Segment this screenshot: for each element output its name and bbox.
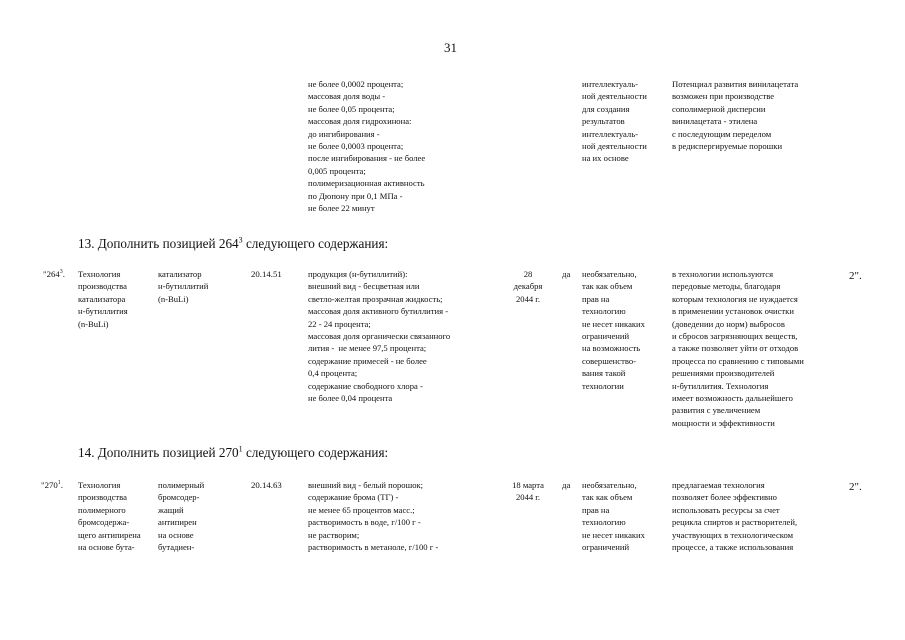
text-line: 18 марта (512, 480, 544, 490)
text-line: не более 0,05 процента; (308, 103, 395, 114)
row-264-potential (672, 268, 804, 429)
row-270-yes: да (562, 480, 571, 490)
text-line: катализатора (78, 293, 126, 304)
text-line: 2044 г. (515, 492, 541, 503)
text-line: возможен при производстве (672, 91, 775, 102)
text-line: содержание примесей - не более (308, 355, 427, 366)
page-number: 31 (444, 40, 457, 55)
text-line: лития - не менее 97,5 процента; (308, 343, 427, 354)
text-line: на возможность (582, 343, 641, 354)
text-line: 2044 г. (515, 293, 541, 304)
text-line: в редиспергируемые порошки (672, 141, 783, 152)
continuation-potential (672, 78, 798, 152)
text-line: не более 0,04 процента (308, 393, 393, 404)
text-line: (n-BuLi) (78, 318, 109, 329)
row-264-product (158, 268, 208, 305)
text-line: необязательно, (582, 269, 637, 279)
text-line: бутадиен- (158, 542, 195, 553)
text-line: н-бутиллития. Технология (672, 380, 769, 391)
text-line: не более 22 минут (308, 203, 375, 214)
row-264-yes: да (562, 269, 571, 279)
text-line: в применении установок очистки (672, 306, 794, 317)
text-line: (n-BuLi) (158, 293, 189, 304)
text-line: не растворим; (308, 529, 360, 540)
text-line: процессе, а также использования (672, 542, 794, 553)
text-line: Технология (78, 480, 121, 490)
row-270-potential (672, 479, 797, 553)
row-270-ip (582, 479, 645, 553)
text-line: а также позволяет уйти от отходов (672, 343, 799, 354)
text-line: на основе (158, 529, 194, 540)
row-264-end-mark: 2". (849, 270, 862, 282)
text-line: прав на (582, 293, 610, 304)
text-line: растворимость в метаноле, г/100 г - (308, 542, 439, 553)
row-264-date (500, 268, 556, 305)
row-264-technology (78, 268, 128, 330)
text-line: результатов (582, 116, 625, 127)
text-line: на их основе (582, 153, 629, 164)
text-line: продукция (н-бутиллитий): (308, 269, 408, 279)
text-line: не более 0,0002 процента; (308, 79, 404, 89)
text-line: так как объем (582, 492, 633, 503)
text-line: не несет никаких (582, 529, 645, 540)
text-line: использовать ресурсы за счет (672, 504, 780, 515)
text-line: после ингибирования - не более (308, 153, 426, 164)
text-line: катализатор (158, 269, 202, 279)
text-line: технологию (582, 517, 626, 528)
text-line: массовая доля активного бутиллития - (308, 306, 449, 317)
text-line: ной деятельности (582, 141, 647, 152)
text-line: производства (78, 281, 127, 292)
text-line: рецикла спиртов и растворителей, (672, 517, 798, 528)
text-line: (доведении до норм) выбросов (672, 318, 785, 329)
text-line: необязательно, (582, 480, 637, 490)
continuation-ip (582, 78, 647, 165)
text-line: 28 (523, 269, 533, 279)
text-line: технологию (582, 306, 626, 317)
text-line: решениями производителей (672, 368, 775, 379)
section-13-heading: 13. Дополнить позицией $264^3$ следующего содержания: (78, 235, 389, 251)
text-line: массовая доля воды - (308, 91, 386, 102)
text-line: которым технология не нуждается (672, 293, 798, 304)
text-line: предлагаемая технология (672, 480, 765, 490)
text-line: интеллектуаль- (582, 128, 639, 139)
text-line: не несет никаких (582, 318, 645, 329)
text-line: ной деятельности (582, 91, 647, 102)
row-264-number: "$264^3$. (43, 269, 65, 279)
text-line: Потенциал развития винилацетата (672, 79, 799, 89)
text-line: передовые методы, благодаря (672, 281, 781, 292)
text-line: антипирен (158, 517, 197, 528)
row-264-requirements (308, 268, 450, 404)
text-line: не менее 65 процентов масс.; (308, 504, 415, 515)
text-line: на основе бута- (78, 542, 135, 553)
text-line: винилацетата - этилена (672, 116, 758, 127)
row-270-okpd: 20.14.63 (251, 480, 282, 490)
text-line: не более 0,0003 процента; (308, 141, 404, 152)
text-line: интеллектуаль- (582, 79, 639, 89)
text-line: так как объем (582, 281, 633, 292)
text-line: прав на (582, 504, 610, 515)
text-line: Технология (78, 269, 121, 279)
text-line: массовая доля органически связанного (308, 331, 451, 342)
continuation-requirements (308, 78, 425, 214)
text-line: растворимость в воде, г/100 г - (308, 517, 421, 528)
text-line: и сбросов загрязняющих веществ, (672, 331, 798, 342)
text-line: жащий (158, 504, 184, 515)
row-270-technology (78, 479, 141, 553)
text-line: для создания (582, 103, 630, 114)
text-line: до ингибирования - (308, 128, 380, 139)
text-line: н-бутиллития (78, 306, 128, 317)
row-270-date (500, 479, 556, 504)
text-line: бромсодер- (158, 492, 200, 503)
text-line: сополимерной дисперсии (672, 103, 766, 114)
text-line: полимеризационная активность (308, 178, 425, 189)
text-line: полимерного (78, 504, 126, 515)
text-line: н-бутиллитий (158, 281, 209, 292)
text-line: ограничений (582, 331, 630, 342)
text-line: по Дюпону при 0,1 МПа - (308, 190, 403, 201)
text-line: 22 - 24 процента; (308, 318, 371, 329)
section-14-heading: 14. Дополнить позицией $270^1$ следующего содержания: (78, 444, 389, 460)
text-line: мощности и эффективности (672, 417, 775, 428)
row-270-number: "$270^1$. (41, 480, 63, 490)
text-line: развития с увеличением (672, 405, 761, 416)
text-line: светло-желтая прозрачная жидкость; (308, 293, 443, 304)
text-line: массовая доля гидрохинона: (308, 116, 412, 127)
text-line: производства (78, 492, 127, 503)
text-line: имеет возможность дальнейшего (672, 393, 793, 404)
text-line: полимерный (158, 480, 205, 490)
text-line: в технологии используются (672, 269, 774, 279)
row-270-product (158, 479, 204, 553)
text-line: содержание брома (ТГ) - (308, 492, 399, 503)
text-line: вания такой (582, 368, 626, 379)
row-264-ip (582, 268, 645, 392)
text-line: участвующих в технологическом (672, 529, 794, 540)
row-270-end-mark: 2". (849, 481, 862, 493)
text-line: технологии (582, 380, 624, 391)
text-line: ограничений (582, 542, 630, 553)
text-line: декабря (513, 281, 543, 292)
text-line: 0,4 процента; (308, 368, 358, 379)
text-line: внешний вид - бесцветная или (308, 281, 420, 292)
text-line: позволяет более эффективно (672, 492, 777, 503)
text-line: с последующим переделом (672, 128, 772, 139)
text-line: внешний вид - белый порошок; (308, 480, 424, 490)
row-264-okpd: 20.14.51 (251, 269, 282, 279)
text-line: процесса по сравнению с типовыми (672, 355, 804, 366)
text-line: содержание свободного хлора - (308, 380, 423, 391)
text-line: бромсодержа- (78, 517, 130, 528)
row-270-requirements (308, 479, 438, 553)
text-line: совершенство- (582, 355, 636, 366)
text-line: 0,005 процента; (308, 165, 366, 176)
text-line: щего антипирена (78, 529, 141, 540)
